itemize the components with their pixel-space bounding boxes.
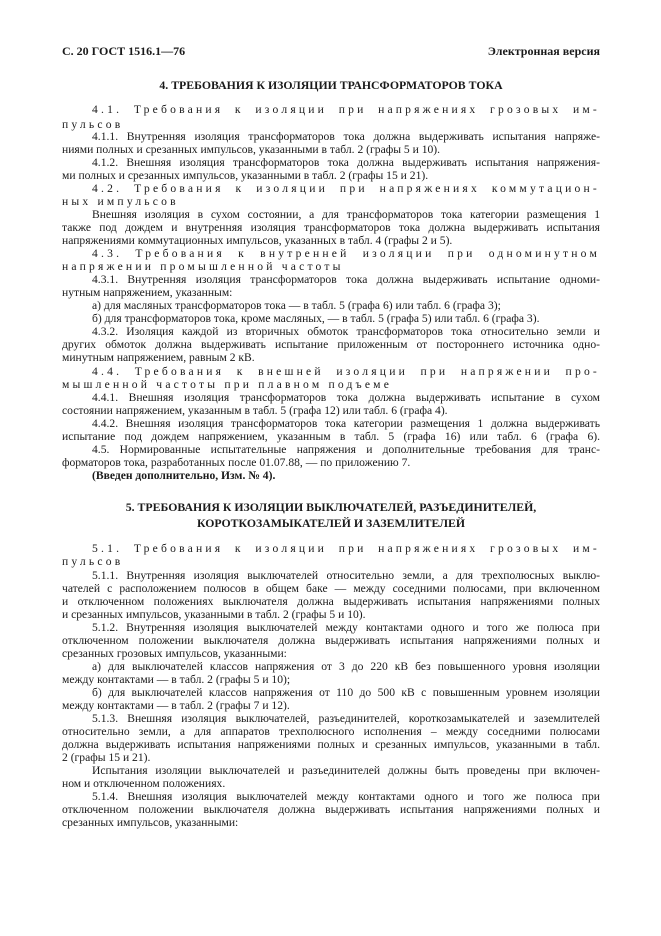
- paragraph-line: относительно земли, а для аппаратов трехполюсного исполнения – между соседними полюсами: [62, 725, 600, 738]
- paragraph-line: испытание под дождем напряжением, указанным в табл. 5 (графа 16) или табл. 6 (графа 6).: [62, 430, 600, 443]
- paragraph-line: 5.1.2. Внутренняя изоляция выключателей между контактами одного и того же полюса при: [92, 621, 600, 634]
- paragraph-line: и срезанных импульсов, указанными в табл. 2 (графы 5 и 10).: [62, 608, 366, 621]
- section-4-title: 4. ТРЕБОВАНИЯ К ИЗОЛЯЦИИ ТРАНСФОРМАТОРОВ ТОКА: [159, 78, 503, 92]
- paragraph-line: 4.1.1. Внутренняя изоляция трансформаторов тока должна выдерживать испытания напряже-: [92, 130, 600, 143]
- list-item: между контактами — в табл. 2 (графы 5 и 10);: [62, 673, 291, 686]
- paragraph-line: 4.3.1. Внутренняя изоляция трансформаторов тока должна выдерживать испытание одноми-: [92, 273, 600, 286]
- paragraph-line: 4.4.1. Внешняя изоляция трансформаторов тока должна выдерживать испытание в сухом: [92, 391, 600, 404]
- clause-heading: ных импульсов: [62, 195, 179, 208]
- clause-heading: пульсов: [62, 555, 124, 568]
- paragraph-line: форматоров тока, разработанных после 01.07.88, — по приложению 7.: [62, 456, 411, 469]
- paragraph-line: срезанных импульсов, указанными:: [62, 816, 239, 829]
- clause-heading: пульсов: [62, 118, 124, 131]
- list-item: между контактами — в табл. 2 (графы 7 и 12).: [62, 699, 290, 712]
- clause-heading: 4.2. Требования к изоляции при напряжениях коммутацион-: [92, 182, 600, 195]
- amendment-note: (Введен дополнительно, Изм. № 4).: [92, 469, 276, 482]
- paragraph-line: 4.1.2. Внешняя изоляция трансформаторов тока должна выдерживать испытания напряжения-: [92, 156, 600, 169]
- list-item: б) для трансформаторов тока, кроме масляных, — в табл. 5 (графа 5) или табл. 6 (графа 3).: [92, 312, 540, 325]
- paragraph-line: отключенном положении выключателя должна выдерживать испытания напряжениями полных и: [62, 803, 600, 816]
- paragraph-line: 5.1.3. Внешняя изоляция выключателей, разъединителей, короткозамыкателей и заземлителей: [92, 712, 600, 725]
- section-5-title: [62, 499, 600, 532]
- paragraph-line: должна выдерживать испытания напряжениями полных и срезанных импульсов, указанными в табл.: [62, 738, 600, 751]
- paragraph-line: также под дождем и внутренняя изоляция трансформаторов тока должна выдерживать испытания: [62, 221, 600, 234]
- paragraph-line: 4.5. Нормированные испытательные напряжения и дополнительные требования для транс-: [92, 443, 600, 456]
- paragraph-line: Испытания изоляции выключателей и разъединителей должны быть проведены при включен-: [92, 764, 600, 777]
- paragraph-line: отключенном положении выключателя должна выдерживать испытания напряжениями полных и: [62, 634, 600, 647]
- section-5-title-line-1: 5. ТРЕБОВАНИЯ К ИЗОЛЯЦИИ ВЫКЛЮЧАТЕЛЕЙ, РАЗЪЕДИНИТЕЛЕЙ,: [125, 500, 537, 514]
- section-5-title-line-2: КОРОТКОЗАМЫКАТЕЛЕЙ И ЗАЗЕМЛИТЕЛЕЙ: [196, 516, 466, 531]
- list-item: а) для масляных трансформаторов тока — в табл. 5 (графа 6) или табл. 6 (графа 3);: [92, 299, 501, 312]
- clause-heading: напряжении промышленной частоты: [62, 260, 344, 273]
- page-header: [62, 44, 600, 60]
- paragraph-line: ниями полных и срезанных импульсов, указанными в табл. 2 (графы 5 и 10).: [62, 143, 441, 156]
- paragraph-line: срезанных грозовых импульсов, указанными:: [62, 647, 287, 660]
- clause-heading: 4.3. Требования к внутренней изоляции при одноминутном: [92, 247, 600, 260]
- paragraph-line: 5.1.4. Внешняя изоляция выключателей между контактами одного и того же полюса при: [92, 790, 600, 803]
- clause-heading: 5.1. Требования к изоляции при напряжениях грозовых им-: [92, 542, 600, 555]
- paragraph-line: напряжениями коммутационных импульсов, указанных в табл. 4 (графы 2 и 5).: [62, 234, 453, 247]
- header-edition-label: Электронная версия: [487, 44, 600, 58]
- paragraph-line: 2 (графы 15 и 21).: [62, 751, 151, 764]
- paragraph-line: чателей с расположением полюсов в общем баке — между соседними полюсами, при включенном: [62, 582, 600, 595]
- clause-heading: 4.4. Требования к внешней изоляции при напряжении про-: [92, 365, 600, 378]
- paragraph-line: минутным напряжением, равным 2 кВ.: [62, 351, 255, 364]
- paragraph-line: 5.1.1. Внутренняя изоляция выключателей относительно земли, а для трехполюсных выклю-: [92, 569, 600, 582]
- paragraph-line: 4.4.2. Внешняя изоляция трансформаторов тока категории размещения 1 должна выдерживать: [92, 417, 600, 430]
- paragraph-line: ном и отключенном положениях.: [62, 777, 226, 790]
- paragraph-line: Внешняя изоляция в сухом состоянии, а для трансформаторов тока категории размещения 1: [92, 208, 600, 221]
- list-item: а) для выключателей классов напряжения от 3 до 220 кВ без повышенного уровня изоляции: [92, 660, 600, 673]
- paragraph-line: нутным напряжением, указанным:: [62, 286, 233, 299]
- paragraph-line: ми полных и срезанных импульсов, указанными в табл. 2 (графы 15 и 21).: [62, 169, 429, 182]
- paragraph-line: других обмоток должна выдерживать испытание приложенным от постороннего источника одно-: [62, 338, 600, 351]
- paragraph-line: и отключенном положениях выключателя должна выдерживать испытания напряжениями полных: [62, 595, 600, 608]
- clause-heading: мышленной частоты при плавном подъеме: [62, 378, 393, 391]
- header-standard-ref: С. 20 ГОСТ 1516.1—76: [62, 44, 186, 58]
- paragraph-line: 4.3.2. Изоляция каждой из вторичных обмоток трансформаторов тока относительно земли и: [92, 325, 600, 338]
- list-item: б) для выключателей классов напряжения от 110 до 500 кВ с повышенным уровнем изоляции: [92, 686, 600, 699]
- paragraph-line: состоянии напряжением, указанным в табл. 5 (графа 12) или табл. 6 (графа 4).: [62, 404, 448, 417]
- clause-heading: 4.1. Требования к изоляции при напряжениях грозовых им-: [92, 103, 600, 116]
